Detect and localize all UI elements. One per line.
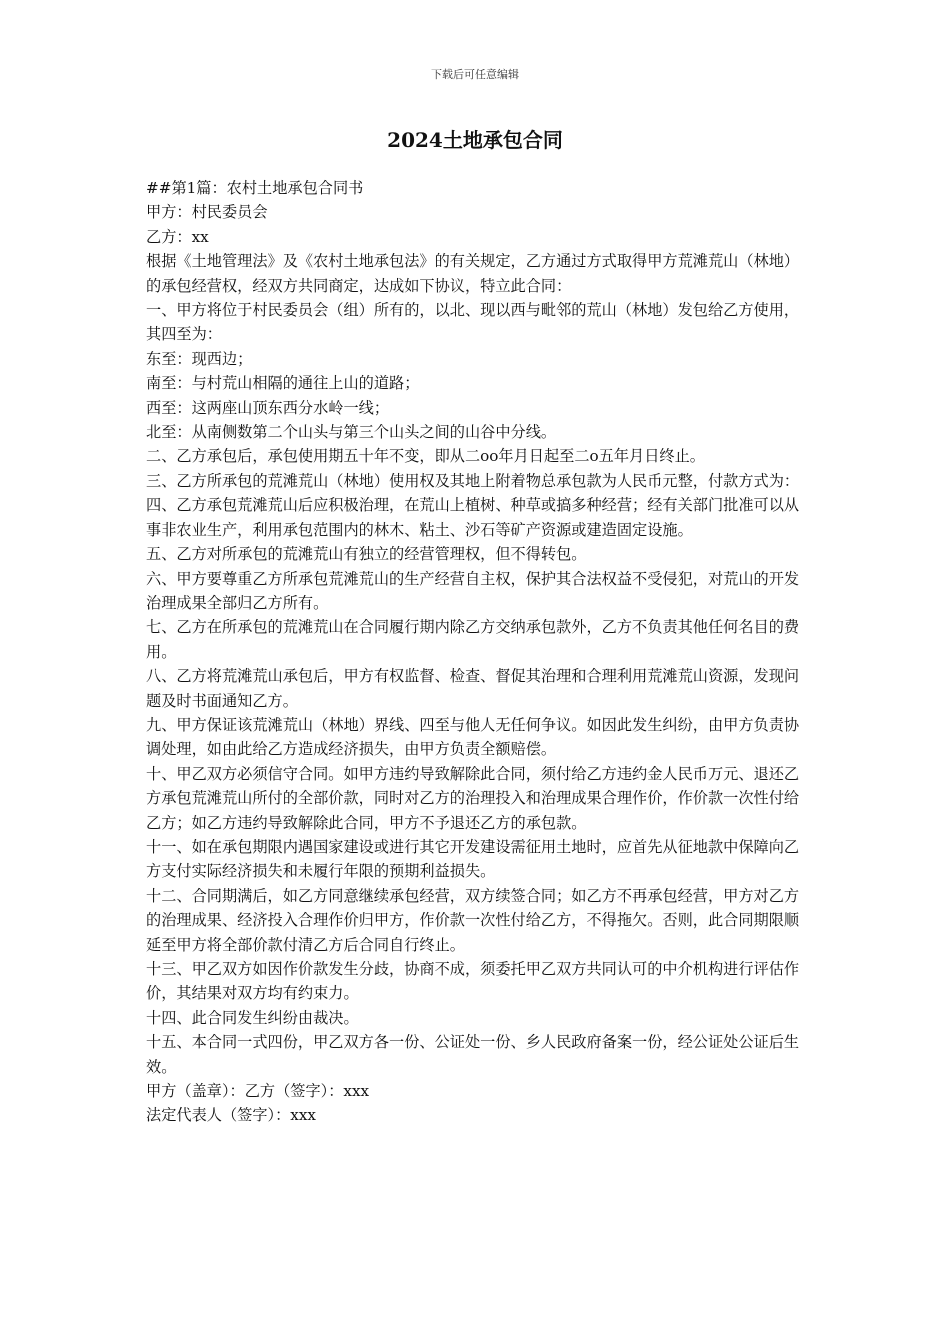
clause-15: 十五、本合同一式四份，甲乙双方各一份、公证处一份、乡人民政府备案一份，经公证处公证后生效。 xyxy=(146,1033,800,1076)
boundary-north: 北至：从南侧数第二个山头与第三个山头之间的山谷中分线。 xyxy=(146,423,557,442)
header-note: 下载后可任意编辑 xyxy=(431,68,519,81)
document-body xyxy=(146,176,806,1128)
clause-10: 十、甲乙双方必须信守合同。如甲方违约导致解除此合同，须付给乙方违约金人民币万元、退还乙方承包荒滩荒山所付的全部价款，同时对乙方的治理投入和治理成果合理作价，作价款一次性付给乙方；如乙方违约导致解除此合同，甲方不予退还乙方的承包款。 xyxy=(146,764,800,832)
clause-4: 四、乙方承包荒滩荒山后应积极治理，在荒山上植树、种草或搞多种经营；经有关部门批准可以从事非农业生产，利用承包范围内的林木、粘土、沙石等矿产资源或建造固定设施。 xyxy=(146,496,800,539)
document-title: 2024土地承包合同 xyxy=(387,128,563,152)
clause-13: 十三、甲乙双方如因作价款发生分歧，协商不成，须委托甲乙双方共同认可的中介机构进行评估作价，其结果对双方均有约束力。 xyxy=(146,960,800,1003)
party-a-line: 甲方：村民委员会 xyxy=(146,203,268,222)
boundary-south: 南至：与村荒山相隔的通往上山的道路； xyxy=(146,374,420,393)
clause-14: 十四、此合同发生纠纷由裁决。 xyxy=(146,1008,359,1027)
clause-7: 七、乙方在所承包的荒滩荒山在合同履行期内除乙方交纳承包款外，乙方不负责其他任何名目的费用。 xyxy=(146,618,800,661)
clause-11: 十一、如在承包期限内遇国家建设或进行其它开发建设需征用土地时，应首先从征地款中保障向乙方支付实际经济损失和未履行年限的预期利益损失。 xyxy=(146,837,800,881)
clause-9: 九、甲方保证该荒滩荒山（林地）界线、四至与他人无任何争议。如因此发生纠纷，由甲方负责协调处理，如由此给乙方造成经济损失，由甲方负责全额赔偿。 xyxy=(146,715,800,759)
clause-2: 二、乙方承包后，承包使用期五十年不变，即从二oo年月日起至二o五年月日终止。 xyxy=(146,447,705,466)
clause-6: 六、甲方要尊重乙方所承包荒滩荒山的生产经营自主权，保护其合法权益不受侵犯，对荒山的开发治理成果全部归乙方所有。 xyxy=(146,569,800,612)
heading-part-1: ##第1篇：农村土地承包合同书 xyxy=(146,179,364,197)
clause-3: 三、乙方所承包的荒滩荒山（林地）使用权及其地上附着物总承包款为人民币元整，付款方式为： xyxy=(146,471,800,490)
clause-8: 八、乙方将荒滩荒山承包后，甲方有权监督、检查、督促其治理和合理利用荒滩荒山资源，发现问题及时书面通知乙方。 xyxy=(146,667,800,710)
legal-representative-line: 法定代表人（签字）：xxx xyxy=(146,1106,316,1125)
clause-12: 十二、合同期满后，如乙方同意继续承包经营，双方续签合同；如乙方不再承包经营，甲方对乙方的治理成果、经济投入合理作价归甲方，作价款一次性付给乙方，不得拖欠。否则，此合同期限顺延至甲方将全部价款付清乙方后合同自行终止。 xyxy=(146,886,800,954)
clause-5: 五、乙方对所承包的荒滩荒山有独立的经营管理权，但不得转包。 xyxy=(146,545,587,564)
boundary-east: 东至：现西边； xyxy=(146,349,253,368)
party-b-line: 乙方：xx xyxy=(146,227,209,246)
preamble-paragraph: 根据《土地管理法》及《农村土地承包法》的有关规定，乙方通过方式取得甲方荒滩荒山（林地）的承包经营权，经双方共同商定，达成如下协议，特立此合同： xyxy=(146,252,800,295)
boundary-west: 西至：这两座山顶东西分水岭一线； xyxy=(146,398,389,417)
clause-1: 一、甲方将位于村民委员会（组）所有的，以北、现以西与毗邻的荒山（林地）发包给乙方使用，其四至为： xyxy=(146,301,800,344)
signature-parties-line: 甲方（盖章）：乙方（签字）：xxx xyxy=(146,1082,370,1101)
